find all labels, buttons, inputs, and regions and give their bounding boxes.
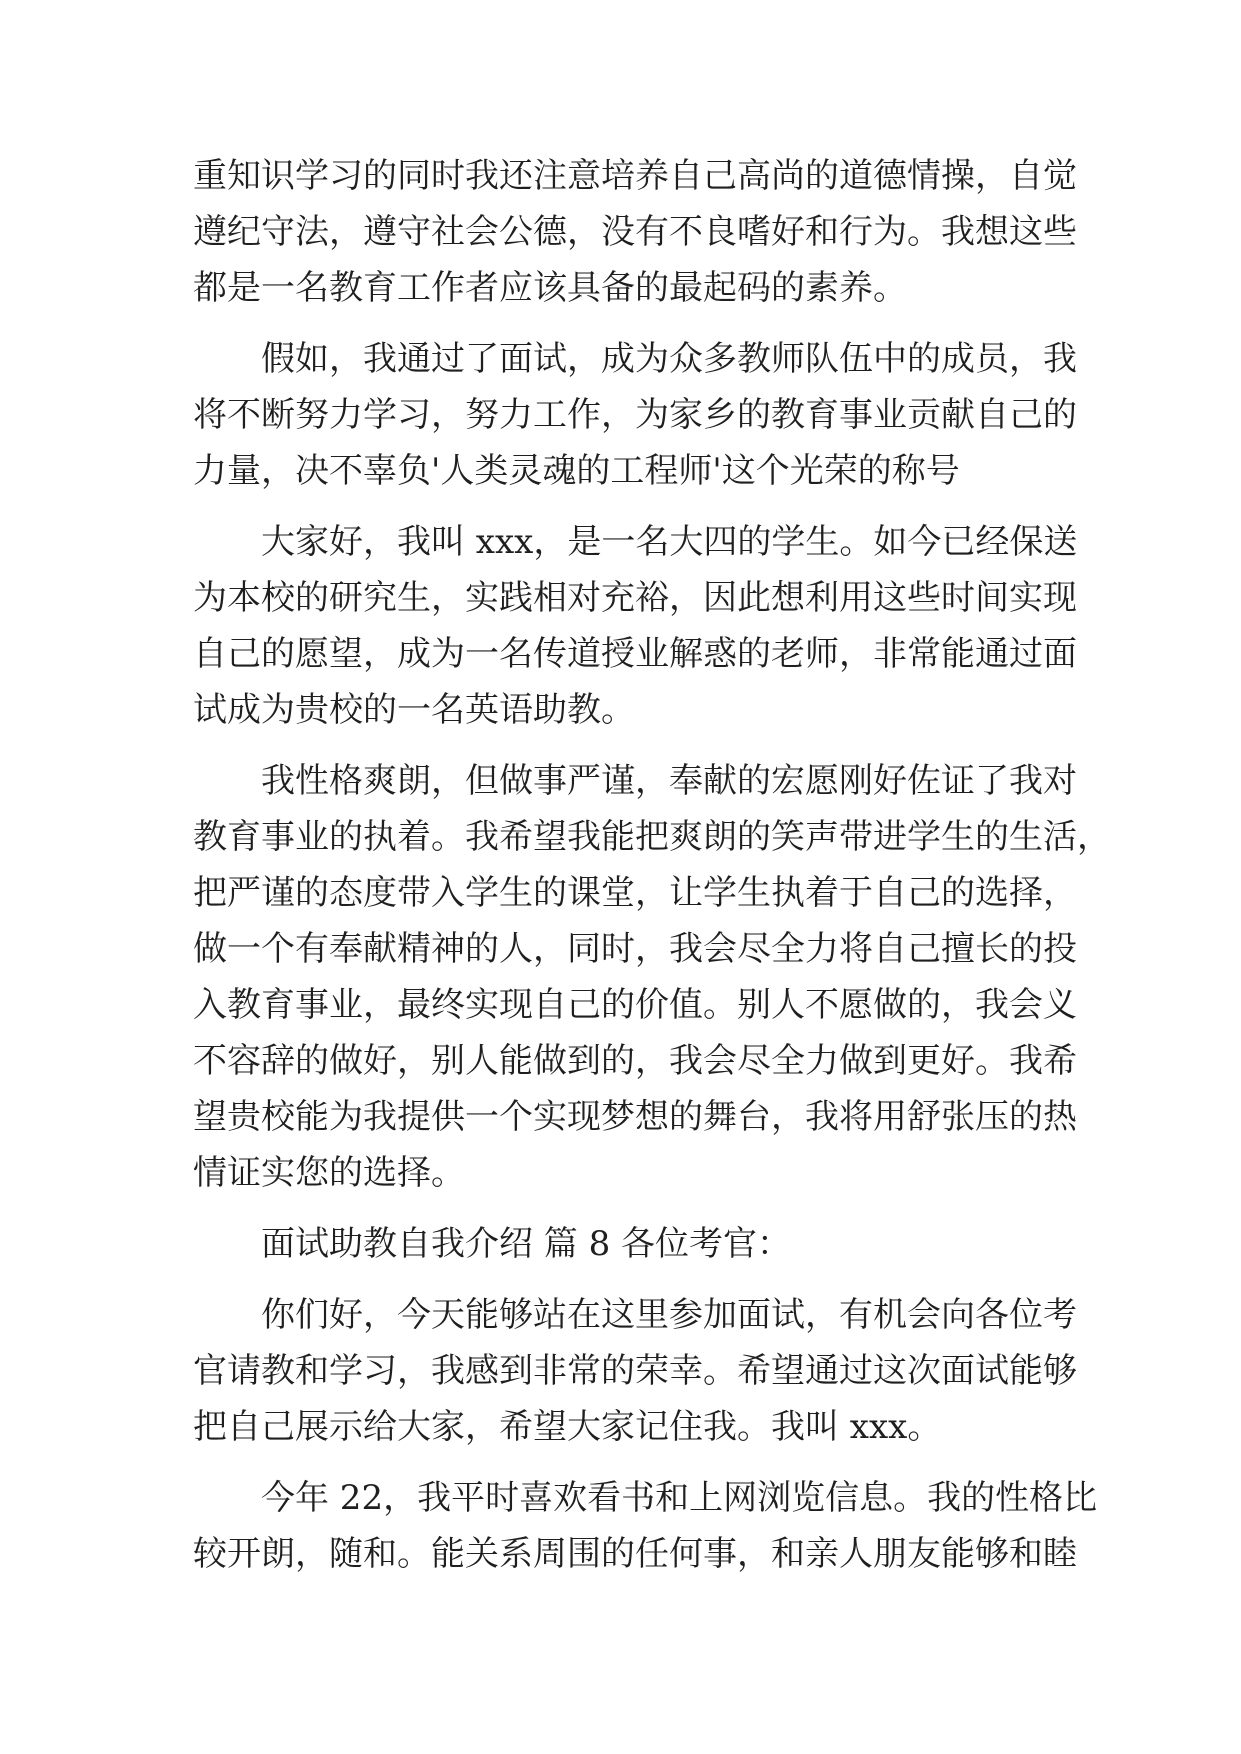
paragraph-6-line-1: 你们好，今天能够站在这里参加面试，有机会向各位考 [261,1295,1077,1335]
paragraph-4-line-1: 我性格爽朗，但做事严谨，奉献的宏愿刚好佐证了我对 [261,761,1077,801]
paragraph-3-line-4: 试成为贵校的一名英语助教。 [193,690,635,730]
document-body [193,148,1111,1582]
paragraph-3-line-2: 为本校的研究生，实践相对充裕，因此想利用这些时间实现 [193,578,1077,618]
paragraph-3-line-1: 大家好，我叫 xxx，是一名大四的学生。如今已经保送 [261,522,1078,562]
paragraph-gap [193,1201,1053,1216]
paragraph-2-line-1: 假如，我通过了面试，成为众多教师队伍中的成员，我 [261,339,1077,379]
paragraph-1-line-2: 遵纪守法，遵守社会公德，没有不良嗜好和行为。我想这些 [193,212,1077,252]
paragraph-7-line-1: 今年 22，我平时喜欢看书和上网浏览信息。我的性格比 [261,1478,1098,1518]
paragraph-gap [193,499,1053,514]
paragraph-4-line-2: 教育事业的执着。我希望我能把爽朗的笑声带进学生的生活， [193,817,1111,857]
paragraph-2-line-3: 力量，决不辜负'人类灵魂的工程师'这个光荣的称号 [193,451,960,491]
paragraph-7-line-2: 较开朗，随和。能关系周围的任何事，和亲人朋友能够和睦 [193,1534,1077,1574]
paragraph-4-line-4: 做一个有奉献精神的人，同时，我会尽全力将自己擅长的投 [193,929,1077,969]
section-heading: 面试助教自我介绍 篇 8 各位考官： [261,1224,792,1264]
paragraph-4-line-5: 入教育事业，最终实现自己的价值。别人不愿做的，我会义 [193,985,1077,1025]
paragraph-6-line-2: 官请教和学习，我感到非常的荣幸。希望通过这次面试能够 [193,1351,1077,1391]
paragraph-gap [193,1272,1053,1287]
paragraph-2-line-2: 将不断努力学习，努力工作，为家乡的教育事业贡献自己的 [193,395,1077,435]
paragraph-4-line-8: 情证实您的选择。 [193,1153,465,1193]
paragraph-1-line-3: 都是一名教育工作者应该具备的最起码的素养。 [193,268,907,308]
paragraph-gap [193,738,1053,753]
paragraph-gap [193,1455,1053,1470]
paragraph-1-line-1: 重知识学习的同时我还注意培养自己高尚的道德情操，自觉 [193,156,1077,196]
paragraph-4-line-6: 不容辞的做好，别人能做到的，我会尽全力做到更好。我希 [193,1041,1077,1081]
paragraph-6-line-3: 把自己展示给大家，希望大家记住我。我叫 xxx。 [193,1407,942,1447]
paragraph-4-line-3: 把严谨的态度带入学生的课堂，让学生执着于自己的选择， [193,873,1077,913]
paragraph-gap [193,316,1053,331]
paragraph-3-line-3: 自己的愿望，成为一名传道授业解惑的老师，非常能通过面 [193,634,1077,674]
paragraph-4-line-7: 望贵校能为我提供一个实现梦想的舞台，我将用舒张压的热 [193,1097,1077,1137]
